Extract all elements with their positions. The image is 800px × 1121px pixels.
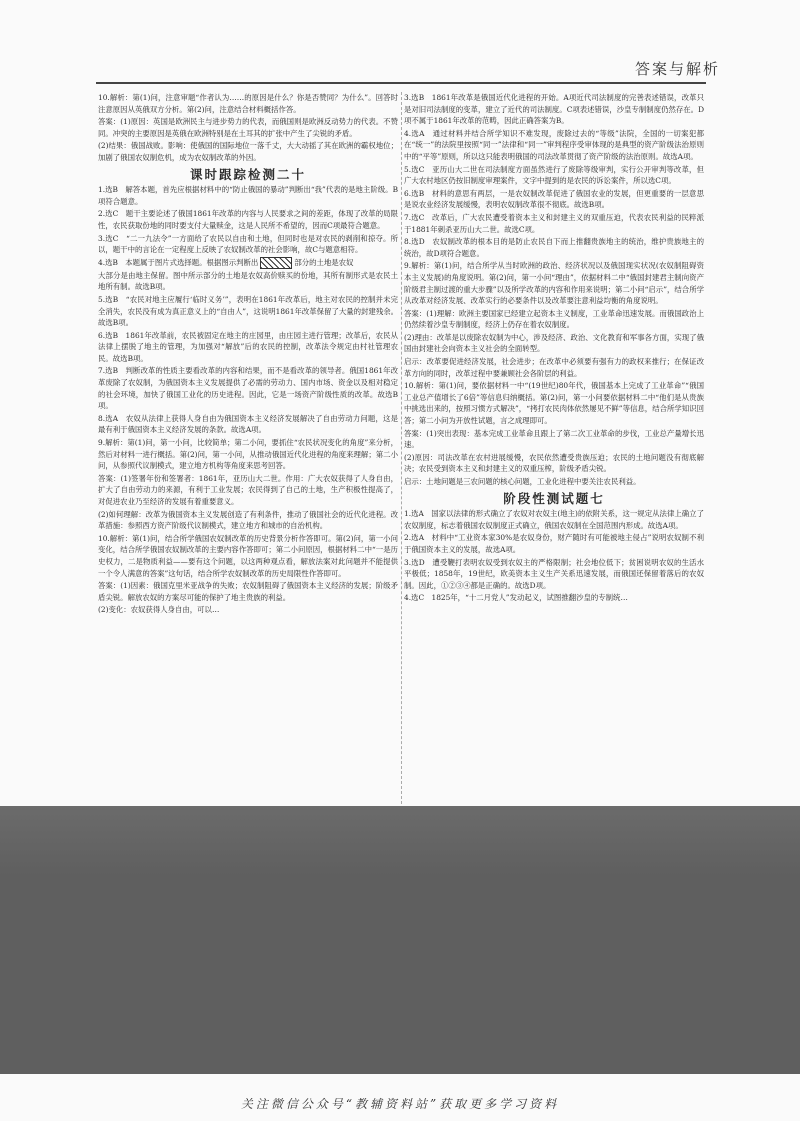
occluding-gray-band-top: [0, 806, 800, 876]
answer-item: 启示：土地问题是三农问题的核心问题，工业化进程中要关注农民利益。: [404, 477, 641, 486]
answer-item-text: 4.选B 本题属于图片式选择题。根据图示判断出: [98, 257, 259, 267]
answer-paragraph: 10.解析：第(1)问，注意审题“作者认为……的原因是什么？你是否赞同？为什么”。回答时注意原因从英俄双方分析。第(2)问，注意结合材料概括作答。: [98, 93, 398, 114]
right-column: [404, 92, 704, 604]
answer-item: 4.选A 通过材料并结合所学知识不难发现，废除过去的“等级”法院，全国的一切案犯都在“统一”的法院里按照“同一”法律和“同一”审判程序受审体现的是典型的资产阶级法治原则中的“平等”原则，所以这只能表明俄国的司法改革贯彻了资产阶级的法治原则。故选A项。: [404, 128, 704, 161]
answer-item: 8.选D 农奴制改革的根本目的是防止农民自下而上推翻贵族地主的统治，维护贵族地主的统治，故D项符合题意。: [404, 237, 704, 258]
answer-item: 1.选A 国家以法律的形式确立了农奴对农奴主(地主)的依附关系，这一规定从法律上确立了农奴制度，标志着俄国农奴制度正式确立，俄国农奴制在全国范围内形成。故选A项。: [404, 509, 704, 530]
answer-item: 7.选C 改革后，广大农民遭受着资本主义和封建主义的双重压迫，代表农民利益的民粹派于1881年刺杀亚历山大二世。故选C项。: [404, 212, 704, 234]
answer-item: (2)如何理解：改革为俄国资本主义发展创造了有利条件，推动了俄国社会的近代化进程。改革措施：参照西方资产阶级代议制模式，建立地方和城市的自治机构。: [98, 509, 398, 531]
answer-item: 答案：(1)理解：欧洲主要国家已经建立起资本主义制度，工业革命迅速发展。而俄国政治上仍然续着沙皇专制制度，经济上仍存在着农奴制度。: [404, 308, 704, 330]
answer-item: 3.选C “二一九法令”一方面给了农民以自由和土地，但同时也是对农民的剥削和掠夺。所以，题干中的言论在一定程度上反映了农奴制改革的社会影响，故C与题意相符。: [98, 233, 398, 255]
answer-paragraph: (2)结果：俄国战败。影响：使俄国的国际地位一落千丈，大大动摇了其在欧洲的霸权地位；加剧了俄国农奴制危机，成为农奴制改革的外因。: [98, 141, 398, 162]
answer-item: 答案：(1)因素：俄国克里米亚战争的失败；农奴制阻碍了俄国资本主义经济的发展；阶级矛盾尖锐。解放农奴的方案尽可能的保护了地主贵族的利益。: [98, 581, 398, 602]
answer-item: 10.解析：第(1)问，结合所学俄国农奴制改革的历史背景分析作答即可。第(2)问，第一小问变化，结合所学俄国农奴制改革的主要内容作答即可；第二小问原因，根据材料二中“一是历史权力，二是物质利益——要有这个问题，以这两种观点看，解放法案对此问题并不能提供一个令人满意的答案”这句话，结合所学农奴制改革的历史局限性作答即可。: [98, 533, 398, 578]
answer-item: (2)理由：改革是以废除农奴制为中心，涉及经济、政治、文化教育和军事各方面，实现了俄国由封建社会向资本主义社会的全面转型。: [404, 332, 704, 354]
answer-item: 大部分是由地主保留。图中所示部分的土地是农奴高价赎买的份地，其所有制形式是农民土地所有制。故选B项。: [98, 270, 398, 292]
answer-item: 启示：改革要促进经济发展，社会进步；在改革中必须要有强有力的政权来推行；在保证改革方向的同时，改革过程中要兼顾社会各阶层的利益。: [404, 357, 704, 378]
answer-cutoff-line: (2)变化：农奴获得人身自由，可以…: [98, 605, 220, 615]
column-divider: [401, 92, 402, 804]
footer-handwritten-note: 关注微信公众号“教辅资料站”获取更多学习资料: [240, 1097, 560, 1111]
answer-item: 3.选B 1861年改革是俄国近代化进程的开始。A项近代司法制度的完善表述错误，改革只是对旧司法制度的变革，建立了近代的司法制度。C项表述错误，沙皇专制制度仍然存在。D项不属于1861年改革的范畴，因此正确答案为B。: [404, 93, 704, 126]
answer-item: 7.选B 判断改革的性质主要看改革的内容和结果，而不是看改革的领导者。俄国1861年改革废除了农奴制，为俄国资本主义发展提供了必需的劳动力、国内市场、资金以及相对稳定的社会环境，加快了俄国工业化的历史进程。因此，它是一场资产阶级性质的改革。故选B项。: [98, 366, 398, 411]
answer-item: 答案：(1)突出表现：基本完成工业革命且跟上了第二次工业革命的步伐，工业总产量增长迅速。: [404, 428, 704, 450]
answer-item: 6.选B 材料的意思有两层，一是农奴制改革促进了俄国农业的发展，但更重要的一层意思是说农业经济发展缓慢，表明农奴制改革很不彻底。故选B项。: [404, 188, 704, 210]
answer-item: 4.选C 1825年，“十二月党人”发动起义，试图推翻沙皇的专制统…: [404, 593, 628, 603]
answer-paragraph: 答案：(1)原因：英国是欧洲民主与进步势力的代表，而俄国则是欧洲反动势力的代表。不赞同。冲突的主要原因是英俄在欧洲特别是在土耳其的扩张中产生了尖锐的矛盾。: [98, 117, 398, 138]
answer-item-text: 部分的土地是农奴: [294, 257, 354, 267]
answer-item: 9.解析：第(1)问，结合所学从当时欧洲的政治、经济状况以及俄国现实状况(农奴制阻碍资本主义发展)的角度说明。第(2)问，第一小问“理由”，依据材料二中“俄国封建君主制向资产阶级君主制过渡的重大步骤”以及所学改革的内容和作用来说明；第二小问“启示”，结合所学从改革对经济发展、改革实行的必要条件以及改革要注意利益均衡的角度说明。: [404, 261, 704, 306]
answer-item: 9.解析：第(1)问，第一小问，比较简单；第二小问，要抓住“农民状况变化的角度”来分析，然后对材料一进行概括。第(2)问，第一小问，从推动俄国近代化进程的角度来理解；第二小问，从参照代议制模式，建立地方机构等角度来思考回答。: [98, 438, 398, 471]
section-title: 阶段性测试题七: [503, 490, 605, 506]
answer-item: 5.选B “农民对地主应履行‘临时义务’”，表明在1861年改革后，地主对农民的控制并未完全消失，农民没有成为真正意义上的“自由人”，这说明1861年改革保留了大量的封建残余。故选B项。: [98, 294, 398, 328]
answer-item: 1.选B 解答本题，首先应根据材料中的“防止俄国的暴动”判断出“我”代表的是地主阶级。B项符合题意。: [98, 185, 398, 206]
header-rule: [96, 82, 706, 84]
answer-item-with-icon: [98, 257, 398, 269]
answer-item: 2.选C 题干主要论述了俄国1861年改革的内容与人民要求之间的差距，体现了改革的局限性，农民获取份地的同时要支付大量赎金，这是人民所不希望的，因而C项最符合题意。: [98, 209, 398, 230]
answer-item: 3.选D 遭受鞭打表明农奴受到农奴主的严格限制；社会地位低下；贫困说明农奴的生活水平极低；1858年，19世纪，欧美资本主义生产关系迅速发展，而俄国还保留着落后的农奴制。因此，①②③④都是正确的。故选D项。: [404, 557, 704, 590]
answer-item: (2)原因：司法改革在农村进展缓慢，农民依然遭受贵族压迫；农民的土地问题没有彻底解决；农民受到资本主义和封建主义的双重压榨，阶级矛盾尖锐。: [404, 452, 704, 474]
answer-item: 8.选A 农奴从法律上获得人身自由为俄国资本主义经济发展解决了自由劳动力问题，这是最有利于俄国资本主义经济发展的条款。故选A项。: [98, 413, 398, 435]
page-header-title: 答案与解析: [634, 60, 720, 78]
answer-item: 答案：(1)签署年份和签署者：1861年，亚历山大二世。作用：广大农奴获得了人身自由，扩大了自由劳动力的来源，有利于工业发展；农民得到了自己的土地，生产积极性提高了，对促进农业乃至经济的发展有着重要意义。: [98, 473, 398, 506]
answer-item: 2.选A 材料中“工业资本家30%是农奴身份，财产随时有可能被地主侵占”说明农奴制不利于俄国资本主义的发展，故选A项。: [404, 533, 704, 554]
section-title: 课时跟踪检测二十: [189, 166, 306, 182]
answer-item: 6.选B 1861年改革前，农民被固定在地主的庄园里，由庄园主进行管理；改革后，农民从法律上摆脱了地主的管理，为加强对“解放”后的农民的控制，改革法令规定由村社管理农民。故选B项。: [98, 330, 398, 363]
answer-item: 10.解析：第(1)问，要依据材料一中“(19世纪)80年代，俄国基本上完成了工业革命”“俄国工业总产值增长了6倍”等信息归纳概括。第(2)问，第一小问要依据材料二中“他们是从贵族中挑选出来的，按照习惯方式解决”，“拷打农民肉体依然屡见不鲜”等信息，结合所学知识回答；第二小问为开放性试题，言之成理即可。: [404, 381, 704, 426]
answer-item: 5.选C 亚历山大二世在司法制度方面虽然进行了废除等级审判，实行公开审判等改革，但广大农村地区仍按旧制度审理案件，文字中提到的是农民的诉讼案件，所以选C项。: [404, 164, 704, 186]
hatched-legend-icon: [260, 257, 292, 269]
left-column: [98, 92, 398, 616]
